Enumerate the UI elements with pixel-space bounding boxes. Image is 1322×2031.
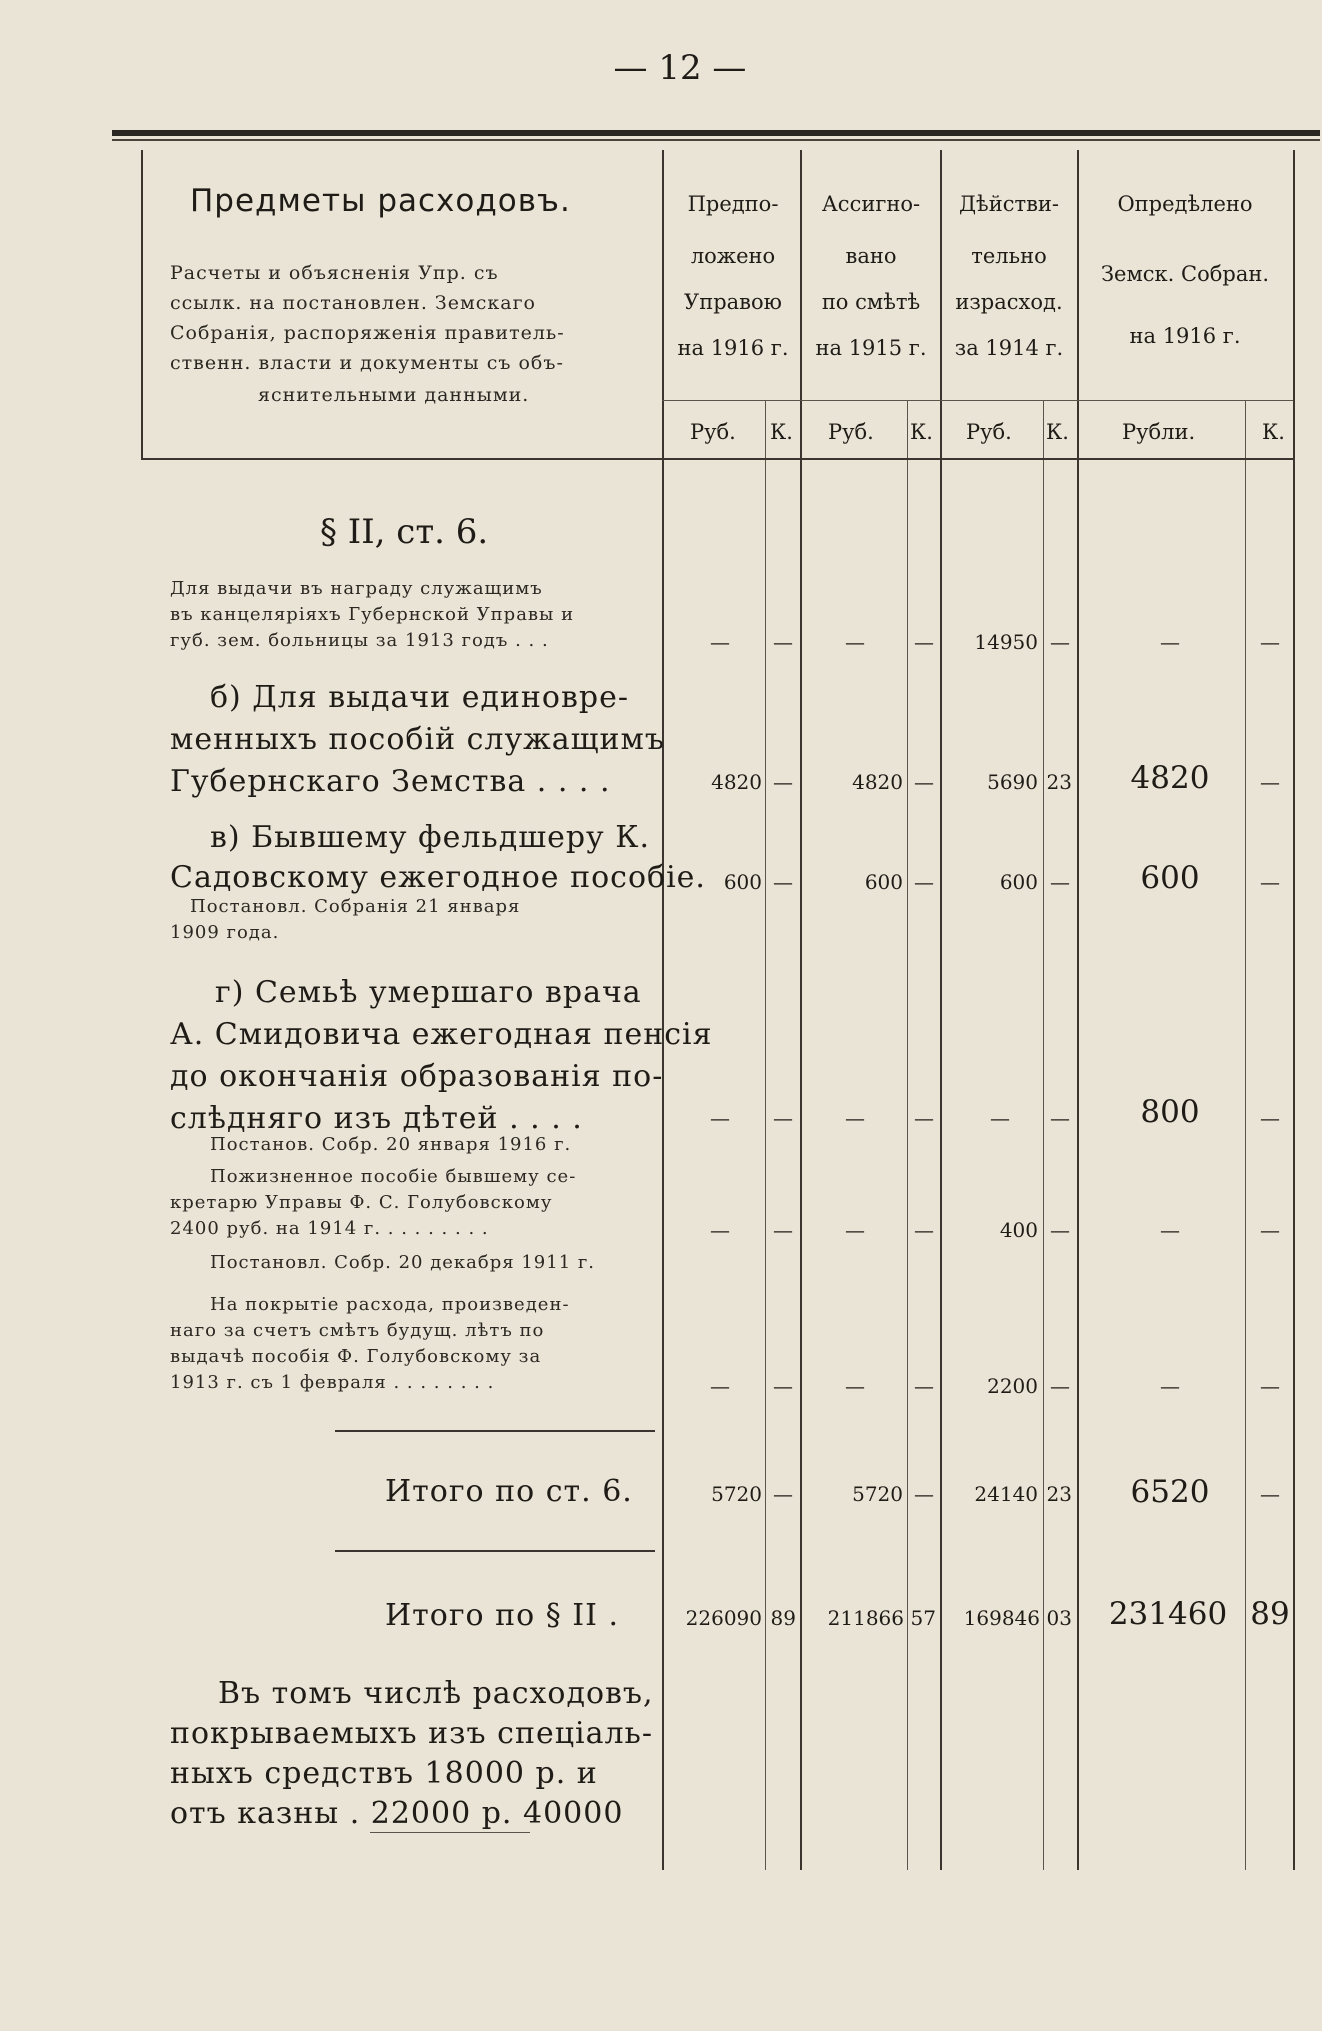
kop-divider-4 [1245,400,1246,1870]
cell-value: — [1260,1218,1280,1242]
cell-value-final: 4820 [1130,760,1210,796]
col3-kop-label: К. [1046,420,1069,444]
row-text: А. Смидовича ежегодная пенсія [170,1017,713,1052]
total-par2-final: 231460 [1108,1596,1228,1632]
cell-value: — [773,1374,793,1398]
col4-rub-label: Рубли. [1122,420,1196,444]
cell-value-final: 800 [1140,1094,1200,1130]
col2-header-line: на 1915 г. [815,336,927,360]
col2-kop-label: К. [910,420,933,444]
cell-value: 2200 [987,1374,1038,1398]
cell-value: — [1260,870,1280,894]
col2-header-line: вано [845,244,897,268]
cell-value: — [1160,1374,1180,1398]
subtotal-rule [335,1430,655,1432]
cell-value: 14950 [974,630,1038,654]
cell-value: 23 [1046,770,1072,794]
row-text: въ канцеляріяхъ Губернской Управы и [170,604,575,625]
cell-value: 600 [864,870,903,894]
cell-value: 400 [999,1218,1038,1242]
total-rule [335,1550,655,1552]
top-rule-thin [112,139,1320,141]
left-border [141,150,143,458]
row-text: в) Бывшему фельдшеру К. [210,820,650,855]
total-par2-value: 169846 [963,1606,1040,1630]
row-text: кретарю Управы Ф. С. Голубовскому [170,1192,553,1213]
total-st6-value: 24140 [974,1482,1038,1506]
total-par2-label: Итого по § II . [385,1598,620,1633]
cell-value: — [773,1106,793,1130]
row-text: Для выдачи въ награду служащимъ [170,578,543,599]
row-text: Постановл. Собр. 20 декабря 1911 г. [210,1252,596,1273]
cell-value: 600 [723,870,762,894]
cell-value: — [1050,870,1070,894]
cell-value: — [914,1106,934,1130]
cell-value: — [1260,1374,1280,1398]
row-text: выдачѣ пособія Ф. Голубовскому за [170,1346,542,1367]
col2-header-line: по смѣтѣ [821,290,921,314]
cell-value: — [845,1374,865,1398]
footer-line: покрываемыхъ изъ спеціаль- [170,1716,654,1751]
cell-value: — [1160,630,1180,654]
cell-value: — [1260,770,1280,794]
total-st6-value: 5720 [852,1482,903,1506]
cell-value: — [914,870,934,894]
header-bottom-rule [141,458,1293,460]
total-par2-value: 57 [910,1606,936,1630]
col4-header-line: Земск. Собран. [1100,262,1270,286]
footer-line: Въ томъ числѣ расходовъ, [218,1676,654,1711]
col4-header-line: Опредѣлено [1117,192,1253,216]
cell-value: — [845,1106,865,1130]
col2-rub-label: Руб. [828,420,874,444]
row-text: На покрытіе расхода, произведен- [210,1294,570,1315]
col1-kop-label: К. [770,420,793,444]
cell-value-final: 600 [1140,860,1200,896]
cell-value: — [845,630,865,654]
right-border [1293,150,1295,1870]
total-par2-value: 89 [770,1606,796,1630]
col3-header-line: израсход. [955,290,1063,314]
total-st6-value: 5720 [711,1482,762,1506]
header-subtitle-line: ссылк. на постановлен. Земскаго [170,292,536,314]
total-par2-kop: 89 [1250,1596,1290,1632]
page-number: — 12 — [613,48,747,88]
cell-value: — [710,630,730,654]
col3-header-line: Дѣйстви- [958,192,1060,216]
col-divider-3 [940,150,942,1870]
col1-header-line: Управою [684,290,782,314]
row-text: Постанов. Собр. 20 января 1916 г. [210,1134,572,1155]
cell-value: 5690 [987,770,1038,794]
cell-value: — [710,1374,730,1398]
footer-line: отъ казны . 22000 р. 40000 [170,1796,624,1831]
row-text: наго за счетъ смѣтъ будущ. лѣтъ по [170,1320,545,1341]
row-text: слѣдняго изъ дѣтей . . . . [170,1101,583,1136]
col3-header-line: тельно [971,244,1047,268]
cell-value: — [710,1218,730,1242]
row-text: б) Для выдачи единовре- [210,680,629,715]
row-text: Постановл. Собранія 21 января [190,896,521,917]
header-subtitle-line: яснительными данными. [258,384,530,406]
cell-value: — [1260,630,1280,654]
kop-divider-1 [765,400,766,1870]
cell-value: — [710,1106,730,1130]
top-rule [112,130,1320,136]
row-text: Губернскаго Земства . . . . [170,764,611,799]
header-subtitle-line: ственн. власти и документы съ объ- [170,352,564,374]
cell-value: — [914,1218,934,1242]
total-st6-final: 6520 [1130,1474,1210,1510]
header-subtitle-line: Расчеты и объясненія Упр. съ [170,262,499,284]
cell-value: — [773,1218,793,1242]
cell-value: — [914,630,934,654]
cell-value: — [773,770,793,794]
col3-rub-label: Руб. [966,420,1012,444]
col1-rub-label: Руб. [690,420,736,444]
total-par2-value: 226090 [685,1606,762,1630]
footer-underline [370,1832,530,1833]
row-text: менныхъ пособій служащимъ [170,722,665,757]
cell-value: — [1050,1218,1070,1242]
unit-row-rule [662,400,1293,401]
col2-header-line: Ассигно- [821,192,921,216]
total-st6-value: — [773,1482,793,1506]
col1-header-line: Предпо- [687,192,779,216]
cell-value: — [914,770,934,794]
total-st6-label: Итого по ст. 6. [385,1474,633,1509]
col4-header-line: на 1916 г. [1129,324,1241,348]
col1-header-line: на 1916 г. [677,336,789,360]
total-st6-value: — [1260,1482,1280,1506]
cell-value: — [773,870,793,894]
cell-value: — [845,1218,865,1242]
row-text: 1913 г. съ 1 февраля . . . . . . . . [170,1372,495,1393]
row-text: губ. зем. больницы за 1913 годъ . . . [170,630,549,651]
cell-value: — [1050,630,1070,654]
col-divider-1 [662,150,664,1870]
row-text: 2400 руб. на 1914 г. . . . . . . . . [170,1218,489,1239]
row-text: до окончанія образованія по- [170,1059,664,1094]
cell-value: 600 [999,870,1038,894]
header-title: Предметы расходовъ. [190,183,571,219]
row-text: Пожизненное пособіе бывшему се- [210,1166,577,1187]
col-divider-4 [1077,150,1079,1870]
header-subtitle-line: Собранія, распоряженія правитель- [170,322,565,344]
cell-value: 4820 [852,770,903,794]
total-st6-value: — [914,1482,934,1506]
footer-line: ныхъ средствъ 18000 р. и [170,1756,598,1791]
section-heading: § II, ст. 6. [320,512,489,552]
row-text: 1909 года. [170,922,280,943]
kop-divider-3 [1043,400,1044,1870]
cell-value: — [1050,1106,1070,1130]
row-text: г) Семьѣ умершаго врача [215,975,642,1010]
total-par2-value: 211866 [827,1606,904,1630]
col1-header-line: ложено [690,244,776,268]
total-st6-value: 23 [1046,1482,1072,1506]
row-text: Садовскому ежегодное пособіе. [170,860,706,895]
cell-value: — [773,630,793,654]
total-par2-value: 03 [1046,1606,1072,1630]
cell-value: — [1260,1106,1280,1130]
cell-value: — [914,1374,934,1398]
col3-header-line: за 1914 г. [954,336,1064,360]
col-divider-2 [800,150,802,1870]
cell-value: — [990,1106,1010,1130]
cell-value: 4820 [711,770,762,794]
col4-kop-label: К. [1262,420,1285,444]
cell-value: — [1050,1374,1070,1398]
cell-value: — [1160,1218,1180,1242]
kop-divider-2 [907,400,908,1870]
